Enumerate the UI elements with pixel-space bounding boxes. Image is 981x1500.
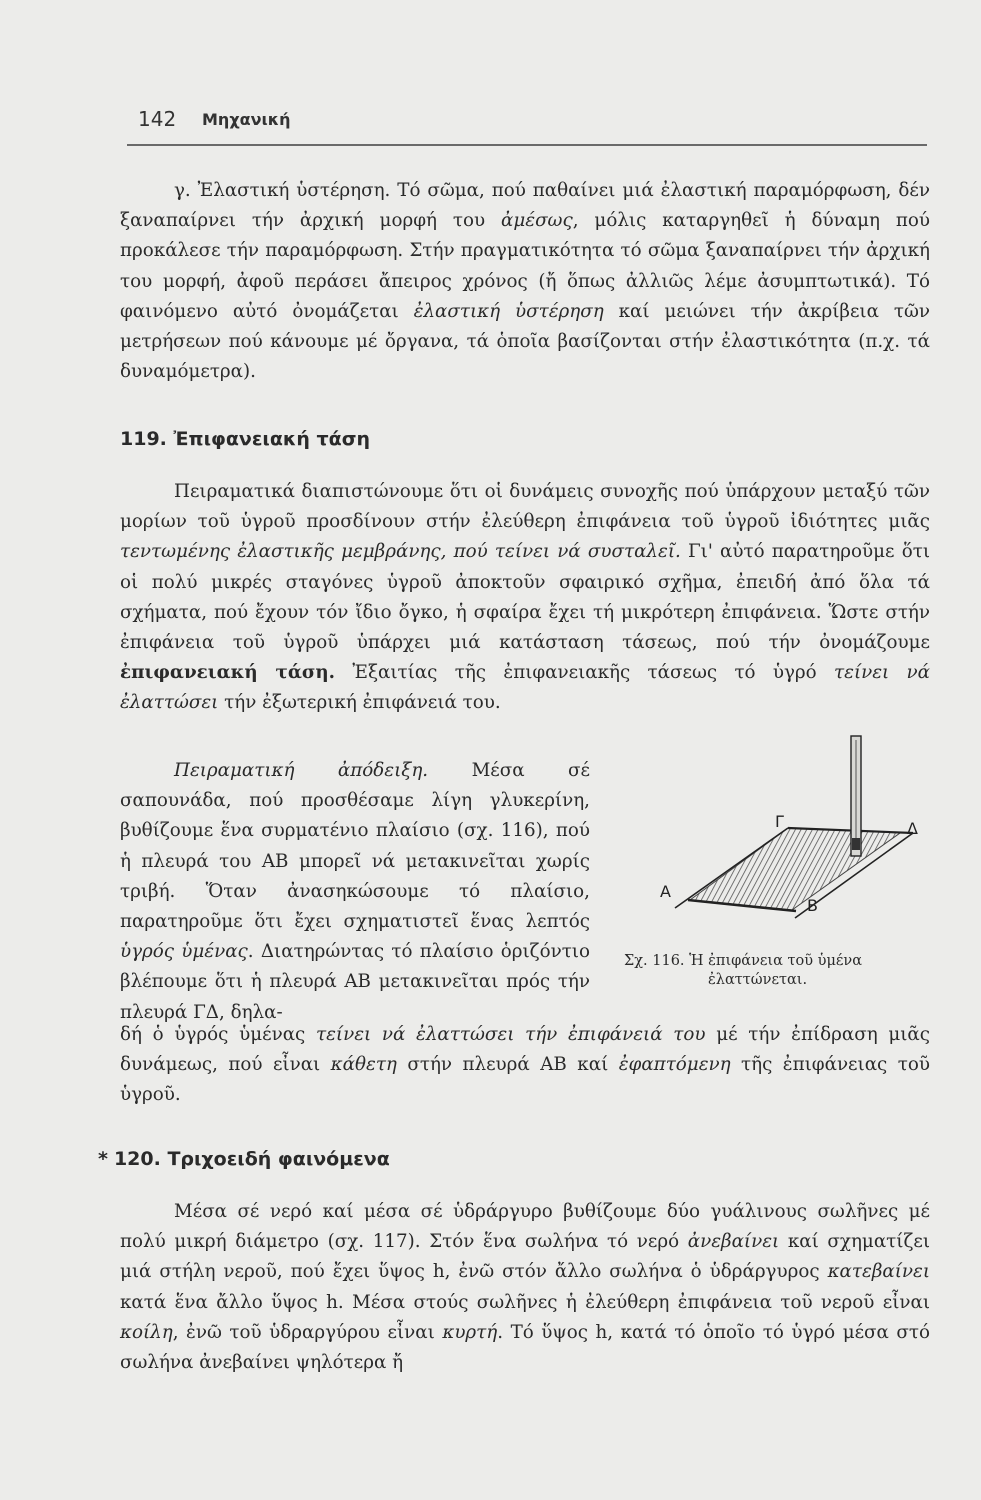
text-run: καί μειώνει τήν ἀκρίβεια τῶν μετρήσεων πού κάνουμε μέ ὄργανα, τά ὁποῖα βασίζονται στήν ἐλαστικότητα (π.χ. τά δυναμόμετρα). [120,300,930,383]
text-run-italic: κυρτή [442,1321,498,1343]
section-number: 120. [113,1148,161,1170]
text-run-italic: ἐφαπτόμενη [618,1054,731,1076]
text-run: Ἐξαιτίας τῆς ἐπιφανειακῆς τάσεως τό ὑγρό [335,662,835,684]
text-run: , μόλις καταργηθεῖ ἡ δύναμη πού προκάλεσε τήν παραμόρφωση. Στήν πραγματικότητα τό σῶμα ξαναπαίρνει τήν ἀρχική του μορφή, ἀφοῦ περάσει ἄπειρος χρόνος (ἤ ὅπως ἀλλιῶς λέμε ἀσυμπτωτικά). Τό φαινόμενο αὐτό ὀνομάζεται [120,210,930,322]
text-run: καί σχηματίζει μιά στήλη νεροῦ, πού ἔχει ὕψος h, ἐνῶ στόν ἄλλο σωλήνα ὁ ὑδράργυρος [120,1231,930,1283]
text-run-italic: ἐλαστική ὑστέρηση [413,300,604,322]
capillary-paragraph [120,1197,930,1378]
text-run: στήν πλευρά ΑΒ καί [396,1054,619,1076]
text-run-italic: τεντωμένης ἐλαστικῆς μεμβράνης, πού τείνει νά συσταλεῖ. [120,541,681,563]
text-run-italic: τείνει νά ἐλαττώσει τήν ἐπιφάνειά του [315,1024,706,1045]
hysteresis-paragraph [120,176,930,387]
text-run: . Τό ὕψος h, κατά τό ὁποῖο τό ὑγρό μέσα στό σωλήνα ἀνεβαίνει ψηλότερα ἤ [120,1321,931,1374]
text-run: δή ὁ ὑγρός ὑμένας [120,1024,316,1045]
section-title: Ἐπιφανειακή τάση [173,428,371,450]
text-run-bold: ἐπιφανειακή τάση. [120,662,336,684]
caption-line-2: ἐλαττώνεται. [708,972,808,988]
section-119-heading [120,428,370,450]
section-number: 119. [120,428,167,450]
text-run: Πειραματικά διαπιστώνουμε ὅτι οἱ δυνάμεις συνοχῆς πού ὑπάρχουν μεταξύ τῶν μορίων τοῦ ὑγροῦ προσδίνουν στήν ἐλεύθερη ἐπιφάνεια τοῦ ὑγροῦ ἰδιότητες μιᾶς [120,481,930,533]
capillary-text [120,1197,930,1378]
text-run: γ. Ἐλαστική ὑστέρηση. Τό σῶμα, πού παθαίνει μιά ἐλαστική παραμόρφωση, δέν ξαναπαίρνει τήν ἀρχική μορφή του [120,180,930,232]
text-run-italic: κοίλη [120,1321,173,1343]
text-run: Γι' αὐτό παρατηροῦμε ὅτι οἱ πολύ μικρές σταγόνες ὑγροῦ ἀποκτοῦν σφαιρικό σχῆμα, ἐπειδή ἀπό ὅλα τά σχήματα, πού ἔχουν τόν ἴδιο ὄγκο, ἡ σφαίρα ἔχει τή μικρότερη ἐπιφάνεια. Ὥστε στήν ἐπιφάνεια τοῦ ὑγροῦ ὑπάρχει μιά κατάσταση τάσεως, πού τήν ὀνομάζουμε [120,541,930,654]
text-run-italic: ἀνεβαίνει [687,1231,780,1253]
page-header [138,103,928,143]
text-run: . Διατηρώντας τό πλαίσιο ὁριζόντιο βλέπουμε ὅτι ἡ πλευρά ΑΒ μετακινεῖται πρός τήν πλευρά ΓΔ, δηλα- [120,941,590,1023]
optional-section-star: * [98,1148,108,1170]
text-run: Μέσα σέ νερό καί μέσα σέ ὑδράργυρο βυθίζουμε δύο γυάλινους σωλῆνες μέ πολύ μικρή διάμετρο (σχ. 117). Στόν ἕνα σωλήνα τό νερό [120,1201,930,1253]
text-run-italic: τείνει νά ἐλαττώσει [120,662,930,714]
figure-caption [624,952,924,990]
text-run: τῆς ἐπιφάνειας τοῦ ὑγροῦ. [120,1054,930,1106]
running-title: Μηχανική [202,110,291,129]
text-run: Μέσα σέ σαπουνάδα, πού προσθέσαμε λίγη γλυκερίνη, βυθίζουμε ἕνα συρματένιο πλαίσιο (σχ. 116), πού ἡ πλευρά του ΑΒ μπορεῖ νά μετακινεῖται χωρίς τριβή. Ὅταν ἀνασηκώσουμε τό πλαίσιο, παρατηροῦμε ὅτι ἔχει σχηματιστεῖ ἕνας λεπτός [120,760,590,933]
text-run: τήν ἐξωτερική ἐπιφάνειά του. [218,692,501,714]
liquid-film [690,828,900,910]
text-run-italic: Πειραματική ἀπόδειξη. [174,760,429,781]
label-g: Γ [775,812,784,831]
text-run-italic: κατεβαίνει [827,1261,930,1283]
experimental-proof-text [120,756,590,1028]
hysteresis-text [120,176,930,387]
text-run-italic: κάθετη [330,1054,397,1076]
section-title: Τριχοειδή φαινόμενα [167,1148,390,1170]
text-run-italic: ὑγρός ὑμένας [120,941,248,963]
section-120-heading [98,1148,390,1170]
caption-line-1: Σχ. 116. Ἡ ἐπιφάνεια τοῦ ὑμένα [624,953,863,969]
surface-tension-paragraph [120,477,930,719]
surface-tension-text [120,477,930,719]
label-a: Α [660,882,671,901]
text-run-italic: ἀμέσως [501,210,573,232]
frame-conclusion-text [120,1020,930,1111]
header-rule [127,144,927,146]
text-run: κατά ἕνα ἄλλο ὕψος h. Μέσα στούς σωλῆνες ἡ ἐλεύθερη ἐπιφάνεια τοῦ νεροῦ εἶναι [120,1291,930,1313]
label-b: Β [807,896,818,915]
page-number: 142 [138,107,177,131]
figure-116 [610,730,930,1030]
label-d: Δ [907,819,918,838]
frame-conclusion-paragraph [120,1020,930,1111]
text-run: μέ τήν ἐπίδραση μιᾶς δυνάμεως, πού εἶναι [120,1024,930,1076]
experimental-proof-paragraph [120,756,590,1028]
wire-frame-diagram [610,730,930,950]
text-run: , ἐνῶ τοῦ ὑδραργύρου εἶναι [172,1321,443,1343]
